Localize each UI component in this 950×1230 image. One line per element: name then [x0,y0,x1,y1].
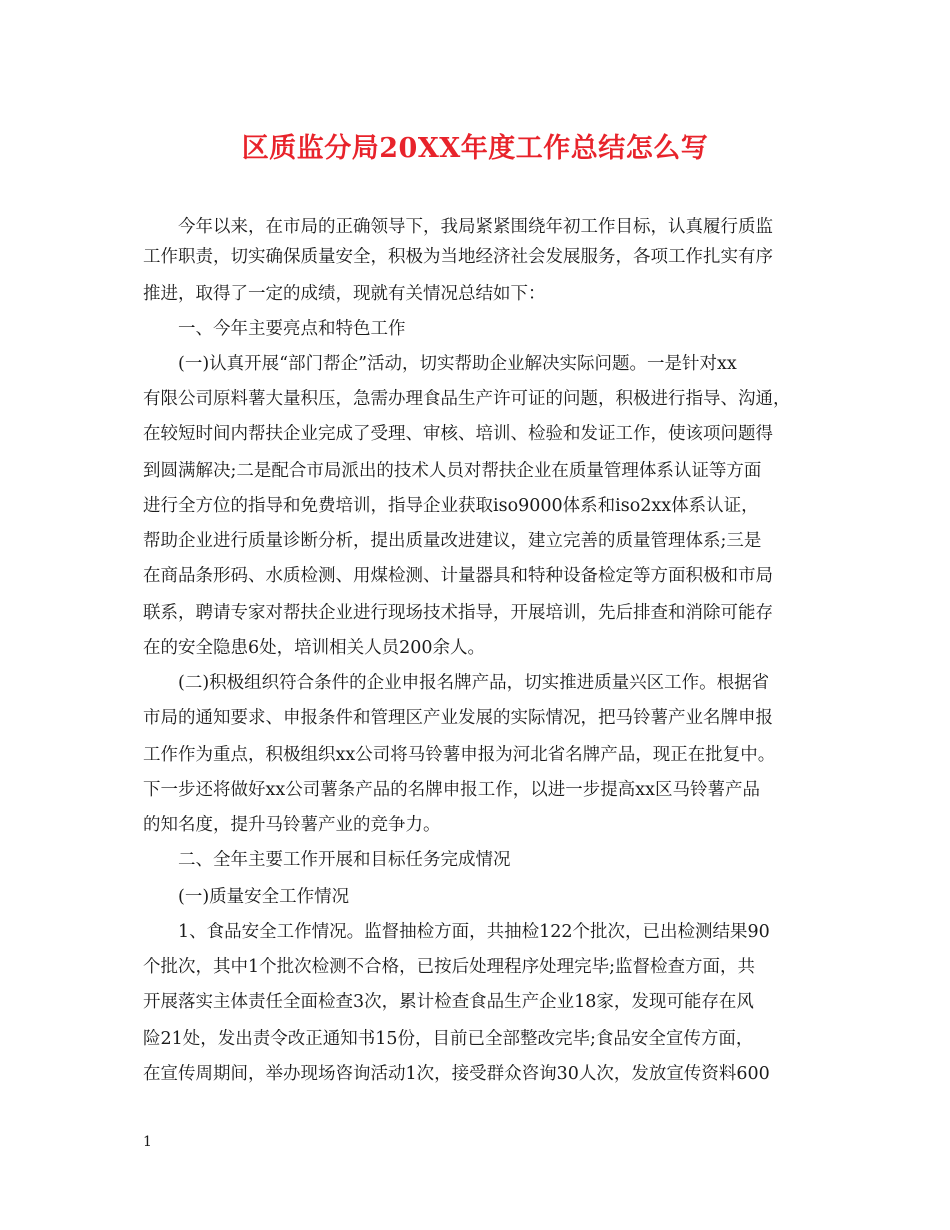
subsection-heading: (一)质量安全工作情况 [178,887,350,907]
text-line: 在宣传周期间，举办现场咨询活动1次，接受群众咨询30人次，发放宣传资料600 [143,1064,770,1084]
text-line: 个批次，其中1个批次检测不合格，已按后处理程序处理完毕;监督检查方面，共 [143,957,756,977]
page-number: 1 [143,1134,152,1150]
text-line: 工作职责，切实确保质量安全，积极为当地经济社会发展服务，各项工作扎实有序 [143,247,773,267]
text-line: 进行全方位的指导和免费培训，指导企业获取iso9000体系和iso2xx体系认证， [143,496,759,516]
text-line: 今年以来，在市局的正确领导下，我局紧紧围绕年初工作目标，认真履行质监 [178,217,773,237]
text-line: 在的安全隐患6处，培训相关人员200余人。 [143,638,486,658]
text-line: 的知名度，提升马铃薯产业的竞争力。 [143,815,441,835]
text-line: 到圆满解决;二是配合市局派出的技术人员对帮扶企业在质量管理体系认证等方面 [143,461,762,481]
page-title: 区质监分局20XX年度工作总结怎么写 [241,133,709,164]
text-line: 工作作为重点，积极组织xx公司将马铃薯申报为河北省名牌产品，现正在批复中。 [143,745,776,765]
text-line: 联系，聘请专家对帮扶企业进行现场技术指导，开展培训，先后排查和消除可能存 [143,603,773,623]
text-line: 有限公司原料薯大量积压，急需办理食品生产许可证的问题，积极进行指导、沟通， [143,389,791,409]
text-line: 在商品条形码、水质检测、用煤检测、计量器具和特种设备检定等方面积极和市局 [143,566,773,586]
text-line: 险21处，发出责令改正通知书15份，目前已全部整改完毕;食品安全宣传方面， [143,1029,754,1049]
text-line: 帮助企业进行质量诊断分析，提出质量改进建议，建立完善的质量管理体系;三是 [143,531,762,551]
section-heading: 一、今年主要亮点和特色工作 [178,319,406,339]
text-line: 推进，取得了一定的成绩，现就有关情况总结如下： [143,284,546,304]
text-line: 1、食品安全工作情况。监督抽检方面，共抽检122个批次，已出检测结果90 [178,922,770,942]
text-line: 市局的通知要求、申报条件和管理区产业发展的实际情况，把马铃薯产业名牌申报 [143,708,773,728]
section-heading: 二、全年主要工作开展和目标任务完成情况 [178,850,511,870]
text-line: 在较短时间内帮扶企业完成了受理、审核、培训、检验和发证工作，使该项问题得 [143,424,773,444]
text-line: (一)认真开展“部门帮企”活动，切实帮助企业解决实际问题。一是针对xx [178,354,737,374]
text-line: 下一步还将做好xx公司薯条产品的名牌申报工作，以进一步提高xx区马铃薯产品 [143,780,760,800]
text-line: 开展落实主体责任全面检查3次，累计检查食品生产企业18家，发现可能存在风 [143,992,754,1012]
text-line: (二)积极组织符合条件的企业申报名牌产品，切实推进质量兴区工作。根据省 [178,673,770,693]
